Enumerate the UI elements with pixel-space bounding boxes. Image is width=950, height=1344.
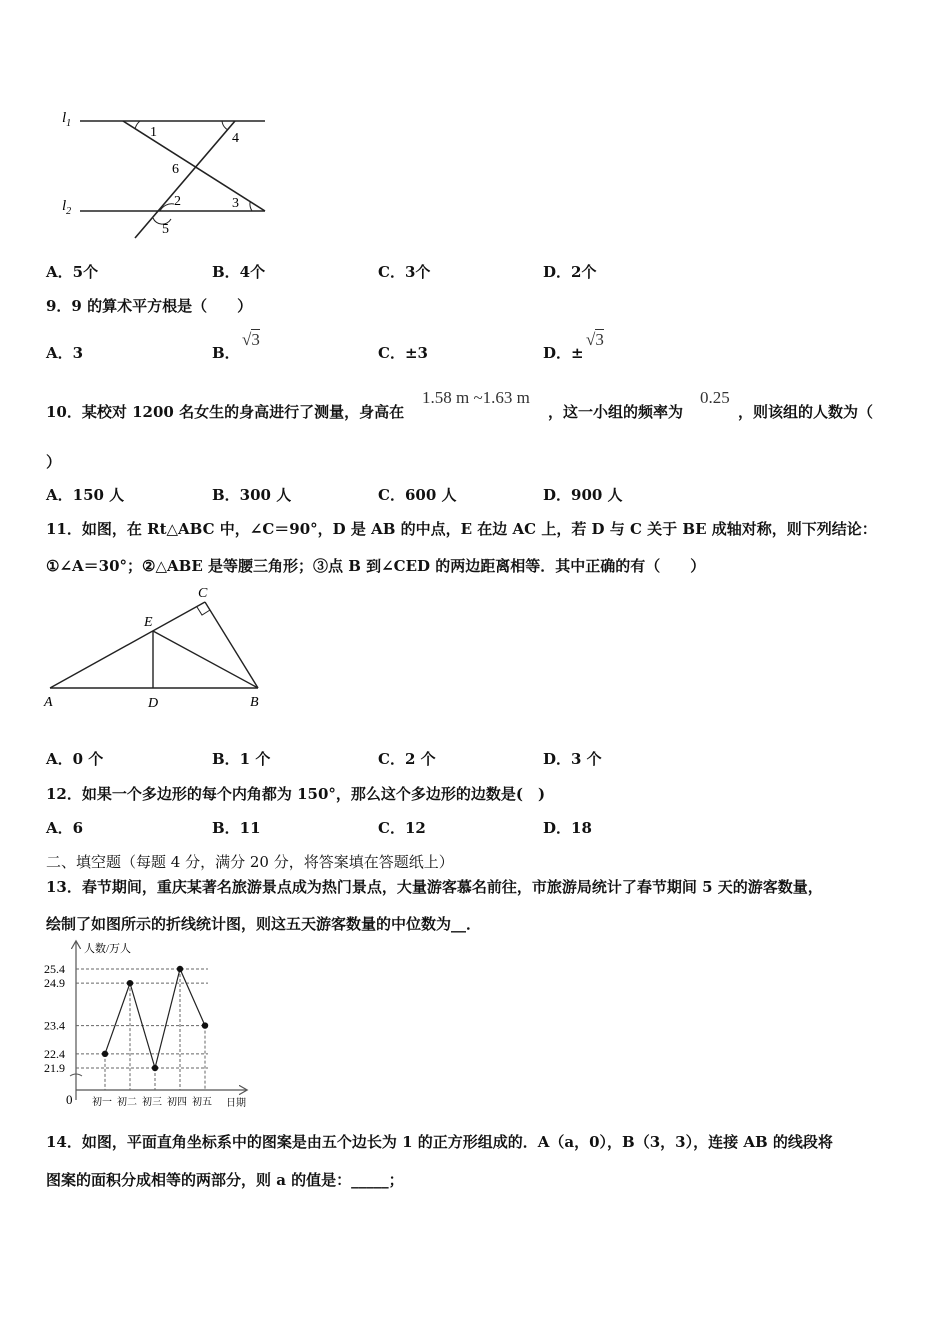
q9-option-b: B． √3	[212, 330, 260, 362]
q12-option-b: B．11	[212, 819, 261, 837]
transversal-1	[123, 121, 265, 211]
visitor-line-chart	[40, 938, 255, 1113]
q10-range: 1.58 m ~1.63 m	[422, 388, 530, 407]
q11-line2: ①∠A＝30°；②△ABE 是等腰三角形；③点 B 到∠CED 的两边距离相等．其中正确的有（ ）	[46, 557, 706, 575]
q13-line2: 绘制了如图所示的折线统计图，则这五天游客数量的中位数为__．	[46, 915, 482, 933]
q11-line1: 11．如图，在 Rt△ABC 中，∠C＝90°，D 是 AB 的中点，E 在边 AC 上，若 D 与 C 关于 BE 成轴对称，则下列结论：	[46, 520, 877, 538]
q8-option-c: C．3个	[378, 263, 431, 281]
data-point	[202, 1022, 208, 1028]
q8-option-d: D．2个	[543, 263, 597, 281]
q9-option-a: A．3	[46, 344, 84, 362]
q10-stem-part2: ，这一小组的频率为	[548, 403, 684, 421]
q8-option-a: A．5个	[46, 263, 99, 281]
angle-1-label: 1	[150, 125, 157, 140]
q12-option-c: C．12	[378, 819, 426, 837]
y-tick-label: 25.4	[44, 962, 65, 976]
q12-option-a: A．6	[46, 819, 84, 837]
data-point	[102, 1051, 108, 1057]
y-tick-label: 24.9	[44, 976, 65, 991]
q9-stem: 9．9 的算术平方根是（ ）	[46, 297, 253, 315]
q9-option-c: C．±3	[378, 344, 428, 362]
origin-label: 0	[66, 1092, 73, 1107]
q9-option-d: D．± √3	[543, 330, 604, 362]
data-point	[177, 966, 183, 972]
q14-line2: 图案的面积分成相等的两部分，则 a 的值是：_____；	[46, 1171, 404, 1189]
sqrt-symbol: √3	[586, 330, 604, 349]
q10-option-d: D．900 人	[543, 486, 623, 504]
vertex-c-label: C	[198, 586, 208, 601]
vertex-d-label: D	[148, 696, 159, 711]
q10-stem-part1: 10．某校对 1200 名女生的身高进行了测量，身高在	[46, 403, 405, 421]
y-axis-label: 人数/万人	[84, 943, 132, 955]
q12-option-d: D．18	[543, 819, 592, 837]
angle-6-label: 6	[172, 162, 179, 177]
angle-3-label: 3	[232, 196, 239, 211]
y-tick-label: 23.4	[44, 1018, 65, 1033]
x-axis-label: 日期	[226, 1098, 246, 1109]
vertex-e-label: E	[144, 615, 153, 630]
l1-label: $l_1$	[62, 110, 72, 129]
section-2-heading: 二、填空题（每题 4 分，满分 20 分，将答案填在答题纸上）	[46, 853, 454, 871]
q11-option-a: A．0 个	[46, 750, 104, 768]
l2-label: $l_2$	[62, 198, 72, 217]
q10-stem-part3: ，则该组的人数为（	[738, 403, 874, 421]
q10-option-a: A．150 人	[46, 486, 125, 504]
vertex-a-label: A	[44, 695, 53, 710]
vertex-b-label: B	[250, 695, 259, 710]
x-tick-label: 初二	[117, 1097, 137, 1108]
q10-stem-continued: ）	[46, 453, 62, 471]
x-tick-label: 初一	[92, 1097, 112, 1108]
triangle-figure	[40, 582, 280, 717]
q11-option-c: C．2 个	[378, 750, 436, 768]
data-point	[127, 980, 133, 986]
data-point	[152, 1065, 158, 1071]
x-tick-label: 初四	[167, 1097, 187, 1108]
q11-option-b: B．1 个	[212, 750, 271, 768]
y-tick-label: 21.9	[44, 1061, 65, 1075]
angle-2-label: 2	[174, 194, 181, 209]
angle-5-label: 5	[162, 222, 169, 237]
q13-line1: 13．春节期间，重庆某著名旅游景点成为热门景点，大量游客慕名前往，市旅游局统计了春节期间 5 天的游客数量，	[46, 878, 823, 896]
x-tick-label: 初三	[142, 1097, 162, 1108]
parallel-lines-figure	[50, 100, 280, 245]
series-line	[105, 969, 205, 1068]
q12-stem: 12．如果一个多边形的每个内角都为 150°，那么这个多边形的边数是( )	[46, 785, 546, 803]
sqrt-symbol: √3	[242, 330, 260, 349]
q11-option-d: D．3 个	[543, 750, 602, 768]
x-tick-label: 初五	[192, 1097, 212, 1108]
q10-option-b: B．300 人	[212, 486, 292, 504]
q10-option-c: C．600 人	[378, 486, 457, 504]
q14-line1: 14．如图，平面直角坐标系中的图案是由五个边长为 1 的正方形组成的．A（a，0），B（3，3），连接 AB 的线段将	[46, 1133, 833, 1151]
q10-frequency: 0.25	[700, 388, 730, 407]
y-tick-label: 22.4	[44, 1046, 65, 1061]
angle-4-label: 4	[232, 131, 239, 146]
q8-option-b: B．4个	[212, 263, 266, 281]
